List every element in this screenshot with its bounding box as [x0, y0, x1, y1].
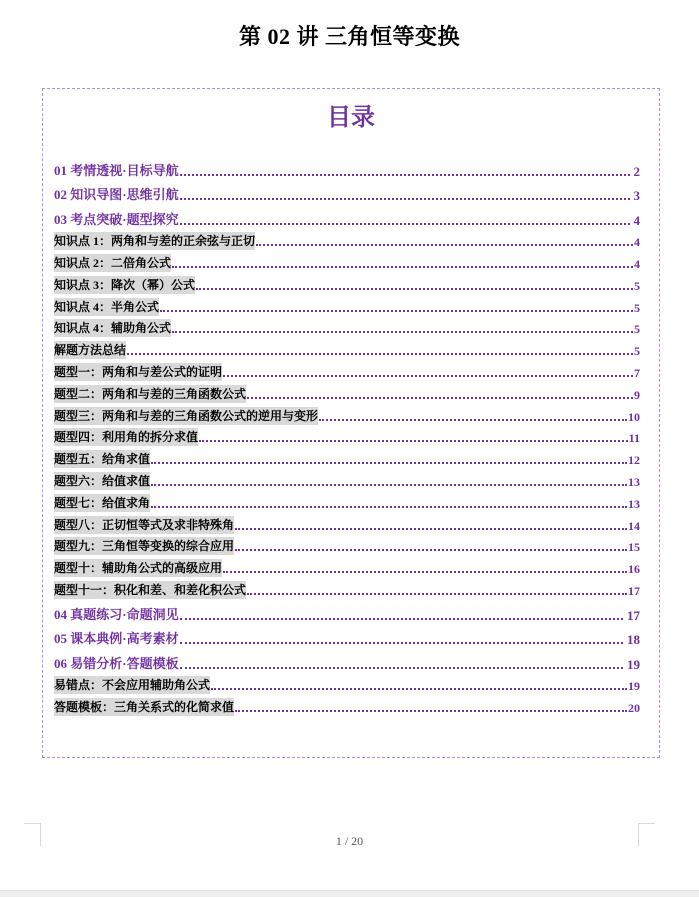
- dot-leader: [199, 440, 628, 442]
- table-of-contents: [42, 88, 660, 758]
- toc-entry[interactable]: [54, 468, 640, 490]
- toc-entry[interactable]: [54, 648, 640, 673]
- toc-entry[interactable]: [54, 180, 640, 205]
- document-title: 第 02 讲 三角恒等变换: [238, 24, 460, 49]
- toc-entry[interactable]: [54, 694, 640, 716]
- toc-entry-label[interactable]: 题型九：三角恒等变换的综合应用: [54, 539, 235, 554]
- toc-entry[interactable]: [54, 250, 640, 272]
- toc-entry[interactable]: [54, 673, 640, 695]
- dot-leader: [247, 397, 633, 399]
- dot-leader: [180, 667, 623, 669]
- dot-leader: [180, 223, 630, 225]
- toc-entry-label[interactable]: 知识点 4：半角公式: [54, 299, 160, 314]
- toc-entry-page-number[interactable]: 13: [628, 496, 640, 511]
- toc-entry[interactable]: [54, 294, 640, 316]
- toc-entry-page-number[interactable]: 19: [628, 679, 640, 694]
- toc-entry-page-number[interactable]: 19: [627, 656, 640, 672]
- dot-leader: [172, 331, 633, 333]
- toc-entry-page-number[interactable]: 18: [627, 632, 640, 648]
- toc-entry-label[interactable]: 03 考点突破·题型探究: [54, 211, 179, 227]
- toc-entry-page-number[interactable]: 9: [634, 387, 640, 402]
- dot-leader: [211, 688, 627, 690]
- toc-entry-label[interactable]: 题型七：给值求角: [54, 495, 151, 510]
- toc-entry-label[interactable]: 答题模板：三角关系式的化简求值: [54, 700, 235, 715]
- dot-leader: [235, 549, 627, 551]
- dot-leader: [180, 174, 630, 176]
- toc-entry-page-number[interactable]: 11: [628, 431, 640, 446]
- toc-entry[interactable]: [54, 155, 640, 180]
- toc-entry[interactable]: [54, 403, 640, 425]
- toc-entry-page-number[interactable]: 7: [634, 366, 640, 381]
- dot-leader: [180, 198, 630, 200]
- toc-entry-label[interactable]: 题型十一：积化和差、和差化积公式: [54, 583, 247, 598]
- dot-leader: [180, 618, 623, 620]
- toc-entry-label[interactable]: 01 考情透视·目标导航: [54, 162, 179, 178]
- toc-entry[interactable]: [54, 490, 640, 512]
- dot-leader: [223, 375, 633, 377]
- toc-entry-page-number[interactable]: 5: [634, 300, 640, 315]
- toc-entry[interactable]: [54, 229, 640, 251]
- toc-entry-page-number[interactable]: 17: [627, 607, 640, 623]
- toc-entry[interactable]: [54, 512, 640, 534]
- toc-entry-page-number[interactable]: 5: [634, 322, 640, 337]
- toc-entry-label[interactable]: 知识点 4：辅助角公式: [54, 321, 172, 336]
- toc-entry-label[interactable]: 知识点 1：两角和与差的正余弦与正切: [54, 234, 256, 249]
- toc-entry[interactable]: [54, 316, 640, 338]
- toc-entry[interactable]: [54, 337, 640, 359]
- toc-entry-page-number[interactable]: 5: [634, 278, 640, 293]
- toc-entry-label[interactable]: 06 易错分析·答题模板: [54, 655, 179, 671]
- dot-leader: [256, 244, 633, 246]
- toc-entry-label[interactable]: 题型十：辅助角公式的高级应用: [54, 561, 223, 576]
- toc-entry[interactable]: [54, 555, 640, 577]
- toc-entry-page-number[interactable]: 2: [633, 163, 640, 179]
- toc-entry-label[interactable]: 解题方法总结: [54, 343, 127, 358]
- dot-leader: [151, 462, 627, 464]
- toc-entry-label[interactable]: 05 课本典例·高考素材: [54, 631, 179, 647]
- toc-entry-page-number[interactable]: 5: [634, 344, 640, 359]
- toc-entry-label[interactable]: 题型三：两角和与差的三角函数公式的逆用与变形: [54, 408, 319, 423]
- dot-leader: [223, 571, 627, 573]
- toc-entry[interactable]: [54, 624, 640, 649]
- dot-leader: [151, 484, 627, 486]
- toc-entry-label[interactable]: 04 真题练习·命题洞见: [54, 606, 179, 622]
- toc-entry-page-number[interactable]: 13: [628, 475, 640, 490]
- toc-entry-page-number[interactable]: 4: [633, 212, 640, 228]
- toc-entry-label[interactable]: 题型五：给角求值: [54, 452, 151, 467]
- dot-leader: [235, 710, 627, 712]
- dot-leader: [160, 310, 633, 312]
- toc-entry-label[interactable]: 题型一：两角和与差公式的证明: [54, 365, 223, 380]
- toc-heading: 目录: [327, 104, 375, 131]
- toc-entry-page-number[interactable]: 14: [628, 518, 640, 533]
- toc-entry-label[interactable]: 题型八：正切恒等式及求非特殊角: [54, 517, 235, 532]
- dot-leader: [319, 419, 627, 421]
- toc-entry[interactable]: [54, 272, 640, 294]
- dot-leader: [180, 642, 623, 644]
- toc-entry-label[interactable]: 知识点 3：降次（幂）公式: [54, 277, 196, 292]
- toc-entry-page-number[interactable]: 3: [633, 188, 640, 203]
- toc-entry-label[interactable]: 题型二：两角和与差的三角函数公式: [54, 386, 247, 401]
- page-counter: 1 / 20: [335, 834, 364, 848]
- toc-entry-label[interactable]: 02 知识导图·思维引航: [54, 187, 179, 202]
- toc-entry-page-number[interactable]: 16: [628, 562, 640, 577]
- toc-entry-page-number[interactable]: 20: [628, 701, 640, 716]
- toc-entry-page-number[interactable]: 17: [628, 584, 640, 599]
- dot-leader: [247, 593, 627, 595]
- dot-leader: [151, 506, 627, 508]
- toc-entry[interactable]: [54, 577, 640, 599]
- toc-list: [54, 155, 640, 716]
- dot-leader: [172, 266, 633, 268]
- toc-entry[interactable]: [54, 204, 640, 229]
- dot-leader: [196, 288, 633, 290]
- toc-entry-page-number[interactable]: 4: [634, 235, 640, 250]
- toc-entry-page-number[interactable]: 10: [628, 409, 640, 424]
- toc-entry-label[interactable]: 题型六：给值求值: [54, 474, 151, 489]
- toc-entry[interactable]: [54, 534, 640, 556]
- toc-entry-page-number[interactable]: 12: [628, 453, 640, 468]
- toc-entry[interactable]: [54, 425, 640, 447]
- toc-entry[interactable]: [54, 359, 640, 381]
- toc-entry-label[interactable]: 题型四：利用角的拆分求值: [54, 430, 199, 445]
- dot-leader: [127, 353, 633, 355]
- toc-entry[interactable]: [54, 446, 640, 468]
- dot-leader: [235, 528, 627, 530]
- toc-entry-label[interactable]: 知识点 2：二倍角公式: [54, 256, 172, 271]
- toc-entry[interactable]: [54, 381, 640, 403]
- toc-entry[interactable]: [54, 599, 640, 624]
- toc-entry-label[interactable]: 易错点：不会应用辅助角公式: [54, 678, 211, 693]
- toc-entry-page-number[interactable]: 4: [634, 257, 640, 272]
- toc-entry-page-number[interactable]: 15: [628, 540, 640, 555]
